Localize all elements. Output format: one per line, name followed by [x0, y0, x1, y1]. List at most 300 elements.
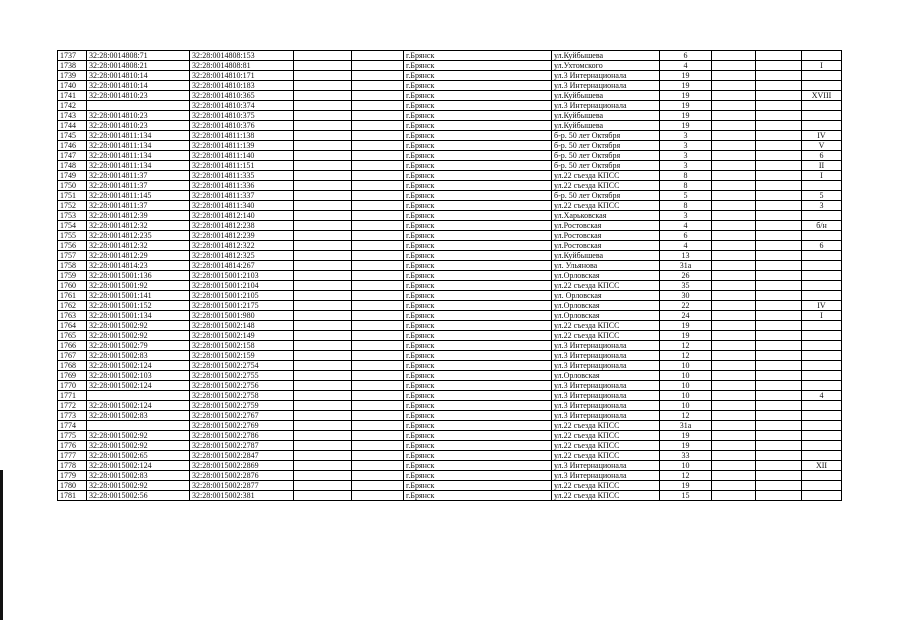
street: ул.3 Интернационала: [552, 361, 660, 371]
empty-cell: [352, 471, 404, 481]
empty-cell: [712, 411, 756, 421]
street: ул.22 съезда КПСС: [552, 431, 660, 441]
premise-number: [802, 411, 842, 421]
empty-cell: [352, 201, 404, 211]
empty-cell: [352, 391, 404, 401]
parcel-cadastral-number: 32:28:0014811:37: [87, 181, 190, 191]
row-number: 1741: [58, 91, 87, 101]
premise-number: [802, 451, 842, 461]
house-number: 12: [660, 341, 712, 351]
row-number: 1769: [58, 371, 87, 381]
house-number: 10: [660, 381, 712, 391]
object-cadastral-number: 32:28:0015002:2758: [190, 391, 294, 401]
street: б-р. 50 лет Октября: [552, 131, 660, 141]
street: ул.3 Интернационала: [552, 81, 660, 91]
table-row: [58, 321, 842, 331]
empty-cell: [756, 101, 802, 111]
row-number: 1780: [58, 481, 87, 491]
parcel-cadastral-number: 32:28:0014812:235: [87, 231, 190, 241]
premise-number: [802, 111, 842, 121]
object-cadastral-number: 32:28:0014812:325: [190, 251, 294, 261]
house-number: 19: [660, 111, 712, 121]
empty-cell: [756, 181, 802, 191]
empty-cell: [756, 61, 802, 71]
empty-cell: [294, 91, 352, 101]
empty-cell: [712, 211, 756, 221]
empty-cell: [352, 61, 404, 71]
house-number: 10: [660, 461, 712, 471]
empty-cell: [712, 451, 756, 461]
empty-cell: [352, 271, 404, 281]
row-number: 1749: [58, 171, 87, 181]
street: ул.22 съезда КПСС: [552, 491, 660, 501]
object-cadastral-number: 32:28:0014810:376: [190, 121, 294, 131]
empty-cell: [756, 211, 802, 221]
empty-cell: [756, 241, 802, 251]
empty-cell: [352, 181, 404, 191]
table-row: [58, 241, 842, 251]
city: г.Брянск: [404, 111, 552, 121]
table-row: [58, 101, 842, 111]
house-number: 3: [660, 131, 712, 141]
table-row: [58, 181, 842, 191]
empty-cell: [352, 361, 404, 371]
row-number: 1738: [58, 61, 87, 71]
row-number: 1760: [58, 281, 87, 291]
premise-number: I: [802, 61, 842, 71]
object-cadastral-number: 32:28:0014814:267: [190, 261, 294, 271]
street: ул.22 съезда КПСС: [552, 481, 660, 491]
premise-number: [802, 351, 842, 361]
table-row: [58, 401, 842, 411]
premise-number: [802, 431, 842, 441]
street: ул.3 Интернационала: [552, 411, 660, 421]
empty-cell: [352, 221, 404, 231]
empty-cell: [294, 111, 352, 121]
house-number: 19: [660, 431, 712, 441]
empty-cell: [756, 71, 802, 81]
premise-number: [802, 331, 842, 341]
street: ул.Орловская: [552, 271, 660, 281]
table-row: [58, 231, 842, 241]
table-row: [58, 171, 842, 181]
object-cadastral-number: 32:28:0015002:149: [190, 331, 294, 341]
house-number: 35: [660, 281, 712, 291]
street: б-р. 50 лет Октября: [552, 141, 660, 151]
empty-cell: [756, 441, 802, 451]
city: г.Брянск: [404, 71, 552, 81]
row-number: 1768: [58, 361, 87, 371]
city: г.Брянск: [404, 351, 552, 361]
premise-number: 3: [802, 201, 842, 211]
parcel-cadastral-number: 32:28:0015001:136: [87, 271, 190, 281]
table-row: [58, 411, 842, 421]
premise-number: [802, 471, 842, 481]
parcel-cadastral-number: 32:28:0014808:71: [87, 51, 190, 61]
object-cadastral-number: 32:28:0014812:239: [190, 231, 294, 241]
house-number: 31а: [660, 261, 712, 271]
object-cadastral-number: 32:28:0015002:381: [190, 491, 294, 501]
empty-cell: [294, 171, 352, 181]
row-number: 1745: [58, 131, 87, 141]
house-number: 19: [660, 331, 712, 341]
empty-cell: [294, 411, 352, 421]
table-row: [58, 191, 842, 201]
street: ул.22 съезда КПСС: [552, 201, 660, 211]
empty-cell: [352, 231, 404, 241]
street: ул.Орловская: [552, 371, 660, 381]
parcel-cadastral-number: 32:28:0014808:21: [87, 61, 190, 71]
empty-cell: [712, 131, 756, 141]
row-number: 1747: [58, 151, 87, 161]
object-cadastral-number: 32:28:0015002:2769: [190, 421, 294, 431]
city: г.Брянск: [404, 141, 552, 151]
empty-cell: [294, 351, 352, 361]
row-number: 1742: [58, 101, 87, 111]
empty-cell: [712, 281, 756, 291]
parcel-cadastral-number: 32:28:0015002:92: [87, 481, 190, 491]
empty-cell: [294, 431, 352, 441]
empty-cell: [756, 51, 802, 61]
empty-cell: [294, 361, 352, 371]
city: г.Брянск: [404, 321, 552, 331]
premise-number: XII: [802, 461, 842, 471]
row-number: 1740: [58, 81, 87, 91]
premise-number: [802, 491, 842, 501]
registry-body: [58, 51, 842, 501]
empty-cell: [352, 121, 404, 131]
empty-cell: [294, 121, 352, 131]
parcel-cadastral-number: 32:28:0014812:32: [87, 241, 190, 251]
object-cadastral-number: 32:28:0015001:2175: [190, 301, 294, 311]
street: ул.Ухтомского: [552, 61, 660, 71]
empty-cell: [352, 381, 404, 391]
empty-cell: [352, 141, 404, 151]
parcel-cadastral-number: 32:28:0015002:92: [87, 441, 190, 451]
street: ул.Куйбышева: [552, 91, 660, 101]
empty-cell: [756, 341, 802, 351]
house-number: 13: [660, 251, 712, 261]
empty-cell: [294, 141, 352, 151]
empty-cell: [294, 481, 352, 491]
city: г.Брянск: [404, 191, 552, 201]
empty-cell: [756, 281, 802, 291]
row-number: 1746: [58, 141, 87, 151]
table-row: [58, 261, 842, 271]
empty-cell: [352, 51, 404, 61]
row-number: 1756: [58, 241, 87, 251]
city: г.Брянск: [404, 291, 552, 301]
city: г.Брянск: [404, 401, 552, 411]
empty-cell: [352, 161, 404, 171]
object-cadastral-number: 32:28:0014811:335: [190, 171, 294, 181]
house-number: 19: [660, 321, 712, 331]
object-cadastral-number: 32:28:0015002:2755: [190, 371, 294, 381]
house-number: 26: [660, 271, 712, 281]
empty-cell: [352, 261, 404, 271]
empty-cell: [352, 291, 404, 301]
row-number: 1767: [58, 351, 87, 361]
empty-cell: [352, 431, 404, 441]
house-number: 8: [660, 171, 712, 181]
table-row: [58, 481, 842, 491]
parcel-cadastral-number: 32:28:0015001:134: [87, 311, 190, 321]
empty-cell: [352, 461, 404, 471]
empty-cell: [756, 301, 802, 311]
row-number: 1776: [58, 441, 87, 451]
object-cadastral-number: 32:28:0015002:158: [190, 341, 294, 351]
parcel-cadastral-number: 32:28:0014810:23: [87, 121, 190, 131]
empty-cell: [756, 331, 802, 341]
premise-number: [802, 401, 842, 411]
row-number: 1781: [58, 491, 87, 501]
table-row: [58, 371, 842, 381]
object-cadastral-number: 32:28:0014810:171: [190, 71, 294, 81]
city: г.Брянск: [404, 261, 552, 271]
row-number: 1750: [58, 181, 87, 191]
parcel-cadastral-number: 32:28:0015002:124: [87, 381, 190, 391]
object-cadastral-number: 32:28:0014808:81: [190, 61, 294, 71]
table-row: [58, 271, 842, 281]
row-number: 1764: [58, 321, 87, 331]
city: г.Брянск: [404, 461, 552, 471]
empty-cell: [352, 451, 404, 461]
empty-cell: [294, 101, 352, 111]
street: ул.Куйбышева: [552, 51, 660, 61]
empty-cell: [712, 481, 756, 491]
parcel-cadastral-number: 32:28:0015002:124: [87, 461, 190, 471]
street: ул.3 Интернационала: [552, 71, 660, 81]
house-number: 19: [660, 481, 712, 491]
city: г.Брянск: [404, 91, 552, 101]
empty-cell: [712, 251, 756, 261]
street: ул.Орловская: [552, 301, 660, 311]
parcel-cadastral-number: 32:28:0014810:23: [87, 111, 190, 121]
page-edge-shadow: [0, 470, 3, 620]
object-cadastral-number: 32:28:0014812:140: [190, 211, 294, 221]
table-row: [58, 361, 842, 371]
object-cadastral-number: 32:28:0014811:337: [190, 191, 294, 201]
empty-cell: [712, 431, 756, 441]
empty-cell: [294, 281, 352, 291]
parcel-cadastral-number: 32:28:0015002:83: [87, 351, 190, 361]
table-row: [58, 431, 842, 441]
empty-cell: [294, 271, 352, 281]
object-cadastral-number: 32:28:0014810:365: [190, 91, 294, 101]
empty-cell: [756, 121, 802, 131]
empty-cell: [712, 371, 756, 381]
empty-cell: [712, 271, 756, 281]
table-row: [58, 461, 842, 471]
empty-cell: [756, 371, 802, 381]
parcel-cadastral-number: 32:28:0014811:134: [87, 131, 190, 141]
parcel-cadastral-number: 32:28:0014811:134: [87, 141, 190, 151]
street: ул.Харьковская: [552, 211, 660, 221]
empty-cell: [352, 251, 404, 261]
empty-cell: [294, 51, 352, 61]
table-row: [58, 331, 842, 341]
table-row: [58, 91, 842, 101]
empty-cell: [756, 471, 802, 481]
row-number: 1771: [58, 391, 87, 401]
premise-number: [802, 281, 842, 291]
parcel-cadastral-number: 32:28:0015002:83: [87, 411, 190, 421]
row-number: 1777: [58, 451, 87, 461]
row-number: 1766: [58, 341, 87, 351]
house-number: 19: [660, 71, 712, 81]
empty-cell: [294, 161, 352, 171]
empty-cell: [712, 191, 756, 201]
premise-number: 4: [802, 391, 842, 401]
empty-cell: [352, 301, 404, 311]
empty-cell: [294, 231, 352, 241]
parcel-cadastral-number: 32:28:0014811:134: [87, 151, 190, 161]
row-number: 1762: [58, 301, 87, 311]
empty-cell: [294, 301, 352, 311]
premise-number: [802, 441, 842, 451]
house-number: 19: [660, 121, 712, 131]
parcel-cadastral-number: 32:28:0015002:92: [87, 431, 190, 441]
empty-cell: [352, 441, 404, 451]
table-row: [58, 141, 842, 151]
parcel-cadastral-number: 32:28:0015002:56: [87, 491, 190, 501]
empty-cell: [294, 61, 352, 71]
object-cadastral-number: 32:28:0014811:138: [190, 131, 294, 141]
table-row: [58, 421, 842, 431]
empty-cell: [352, 281, 404, 291]
object-cadastral-number: 32:28:0014808:153: [190, 51, 294, 61]
row-number: 1770: [58, 381, 87, 391]
table-row: [58, 161, 842, 171]
city: г.Брянск: [404, 341, 552, 351]
empty-cell: [756, 311, 802, 321]
city: г.Брянск: [404, 361, 552, 371]
table-row: [58, 341, 842, 351]
object-cadastral-number: 32:28:0014811:140: [190, 151, 294, 161]
table-row: [58, 471, 842, 481]
empty-cell: [756, 491, 802, 501]
empty-cell: [294, 81, 352, 91]
house-number: 12: [660, 411, 712, 421]
empty-cell: [712, 311, 756, 321]
empty-cell: [294, 201, 352, 211]
table-row: [58, 71, 842, 81]
city: г.Брянск: [404, 81, 552, 91]
row-number: 1743: [58, 111, 87, 121]
parcel-cadastral-number: 32:28:0015002:83: [87, 471, 190, 481]
street: ул.22 съезда КПСС: [552, 171, 660, 181]
empty-cell: [712, 61, 756, 71]
city: г.Брянск: [404, 491, 552, 501]
object-cadastral-number: 32:28:0014811:336: [190, 181, 294, 191]
object-cadastral-number: 32:28:0015002:2877: [190, 481, 294, 491]
house-number: 3: [660, 141, 712, 151]
street: ул.Куйбышева: [552, 251, 660, 261]
city: г.Брянск: [404, 181, 552, 191]
parcel-cadastral-number: 32:28:0015002:124: [87, 401, 190, 411]
street: б-р. 50 лет Октября: [552, 161, 660, 171]
premise-number: [802, 71, 842, 81]
row-number: 1779: [58, 471, 87, 481]
row-number: 1761: [58, 291, 87, 301]
empty-cell: [756, 221, 802, 231]
premise-number: [802, 291, 842, 301]
empty-cell: [294, 311, 352, 321]
empty-cell: [712, 151, 756, 161]
street: ул.Куйбышева: [552, 111, 660, 121]
empty-cell: [712, 381, 756, 391]
street: ул.Ростовская: [552, 241, 660, 251]
street: ул.22 съезда КПСС: [552, 331, 660, 341]
premise-number: [802, 261, 842, 271]
parcel-cadastral-number: 32:28:0015002:92: [87, 321, 190, 331]
empty-cell: [352, 211, 404, 221]
empty-cell: [712, 51, 756, 61]
house-number: 19: [660, 81, 712, 91]
empty-cell: [352, 341, 404, 351]
empty-cell: [712, 491, 756, 501]
empty-cell: [756, 291, 802, 301]
empty-cell: [352, 91, 404, 101]
premise-number: [802, 481, 842, 491]
table-row: [58, 81, 842, 91]
empty-cell: [352, 331, 404, 341]
city: г.Брянск: [404, 161, 552, 171]
empty-cell: [712, 231, 756, 241]
table-row: [58, 381, 842, 391]
empty-cell: [294, 421, 352, 431]
object-cadastral-number: 32:28:0015002:2786: [190, 431, 294, 441]
row-number: 1751: [58, 191, 87, 201]
table-row: [58, 391, 842, 401]
empty-cell: [294, 291, 352, 301]
city: г.Брянск: [404, 281, 552, 291]
house-number: 4: [660, 61, 712, 71]
empty-cell: [294, 221, 352, 231]
premise-number: [802, 371, 842, 381]
empty-cell: [294, 491, 352, 501]
city: г.Брянск: [404, 121, 552, 131]
city: г.Брянск: [404, 171, 552, 181]
empty-cell: [352, 481, 404, 491]
house-number: 12: [660, 351, 712, 361]
empty-cell: [756, 461, 802, 471]
empty-cell: [756, 231, 802, 241]
house-number: 5: [660, 191, 712, 201]
empty-cell: [756, 421, 802, 431]
house-number: 31а: [660, 421, 712, 431]
premise-number: [802, 341, 842, 351]
city: г.Брянск: [404, 421, 552, 431]
city: г.Брянск: [404, 151, 552, 161]
empty-cell: [712, 351, 756, 361]
row-number: 1739: [58, 71, 87, 81]
street: ул.Ростовская: [552, 221, 660, 231]
parcel-cadastral-number: [87, 391, 190, 401]
city: г.Брянск: [404, 471, 552, 481]
street: ул.22 съезда КПСС: [552, 451, 660, 461]
empty-cell: [352, 191, 404, 201]
house-number: 8: [660, 201, 712, 211]
empty-cell: [712, 111, 756, 121]
street: ул.3 Интернационала: [552, 101, 660, 111]
empty-cell: [712, 121, 756, 131]
premise-number: 6: [802, 151, 842, 161]
parcel-cadastral-number: 32:28:0014814:23: [87, 261, 190, 271]
city: г.Брянск: [404, 241, 552, 251]
premise-number: IV: [802, 131, 842, 141]
table-row: [58, 351, 842, 361]
